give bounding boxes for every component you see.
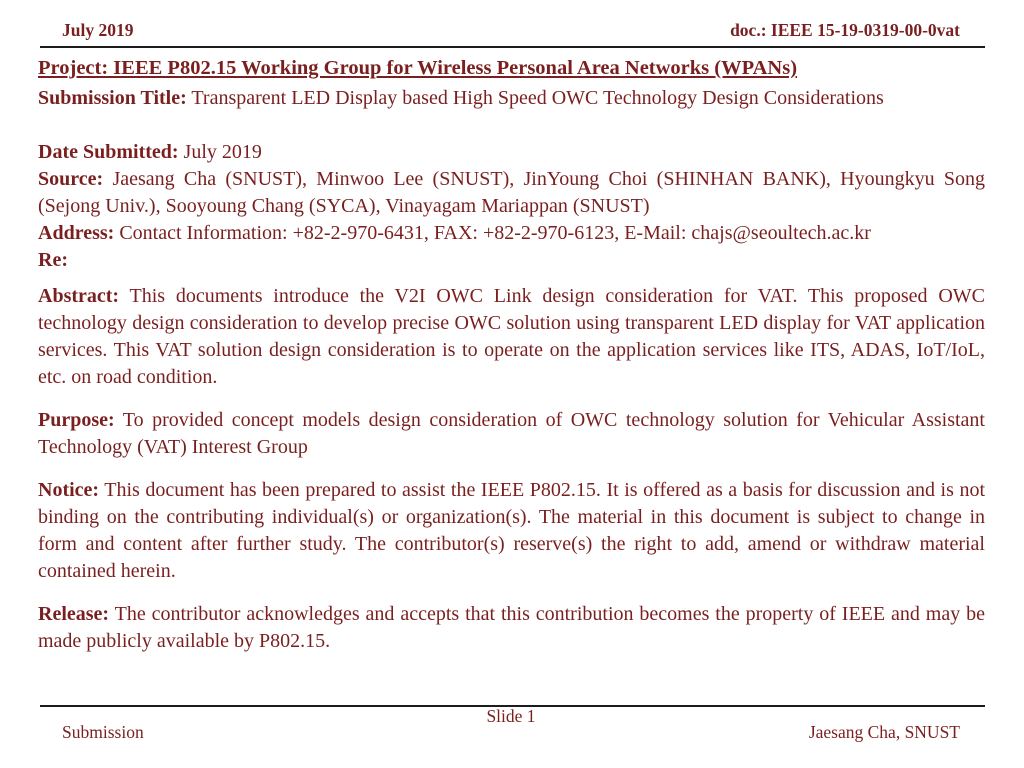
purpose-text: To provided concept models design consideration of OWC technology solution for Vehicular Assistant Technology (VAT) Interest Group — [38, 409, 985, 458]
release-label: Release: — [38, 603, 110, 625]
header-doc-number: doc.: IEEE 15-19-0319-00-0vat — [730, 20, 960, 40]
field-source — [38, 166, 985, 220]
submission-title-text: Transparent LED Display based High Speed OWC Technology Design Considerations — [186, 87, 884, 109]
notice-label: Notice: — [38, 479, 100, 501]
abstract-text: This documents introduce the V2I OWC Link design consideration for VAT. This proposed OWC technology design consideration to develop precise OWC solution using transparent LED display for VAT application services. This VAT solution design consideration is to operate on the application services like ITS, ADAS, IoT/IoL, etc. on road condition. — [38, 285, 985, 388]
address-text: Contact Information: +82-2-970-6431, FAX: +82-2-970-6123, E-Mail: chajs@seoultech.ac.kr — [114, 222, 871, 244]
field-abstract — [38, 283, 985, 391]
field-notice — [38, 477, 985, 585]
slide-footer — [62, 703, 960, 753]
header-divider — [40, 46, 985, 48]
project-title — [38, 55, 985, 82]
date-submitted-label: Date Submitted: — [38, 141, 179, 163]
footer-submission-label: Submission — [62, 722, 144, 742]
date-submitted-text: July 2019 — [178, 141, 262, 163]
field-purpose — [38, 407, 985, 461]
field-release — [38, 601, 985, 655]
re-label: Re: — [38, 249, 68, 271]
purpose-label: Purpose: — [38, 409, 115, 431]
project-title-text: Project: IEEE P802.15 Working Group for Wireless Personal Area Networks (WPANs) — [38, 57, 798, 79]
field-address — [38, 220, 985, 247]
release-text: The contributor acknowledges and accepts that this contribution becomes the property of IEEE and may be made publicly available by P802.15. — [38, 603, 985, 652]
footer-author: Jaesang Cha, SNUST — [808, 722, 960, 742]
slide-header — [62, 20, 960, 41]
header-date: July 2019 — [62, 20, 134, 40]
submission-title-label: Submission Title: — [38, 87, 187, 109]
source-text: Jaesang Cha (SNUST), Minwoo Lee (SNUST), JinYoung Choi (SHINHAN BANK), Hyoungkyu Song (Sejong Univ.), Sooyoung Chang (SYCA), Vinayagam Mariappan (SNUST) — [38, 168, 985, 217]
field-submission-title — [38, 85, 985, 112]
notice-text: This document has been prepared to assist the IEEE P802.15. It is offered as a basis for discussion and is not binding on the contributing individual(s) or organization(s). The material in this document is subject to change in form and content after further study. The contributor(s) reserve(s) the right to add, amend or withdraw material contained herein. — [38, 479, 985, 582]
footer-slide-number: Slide 1 — [486, 706, 536, 726]
field-re — [38, 247, 985, 274]
slide-body — [38, 55, 985, 655]
source-label: Source: — [38, 168, 104, 190]
field-date-submitted — [38, 139, 985, 166]
abstract-label: Abstract: — [38, 285, 120, 307]
address-label: Address: — [38, 222, 115, 244]
